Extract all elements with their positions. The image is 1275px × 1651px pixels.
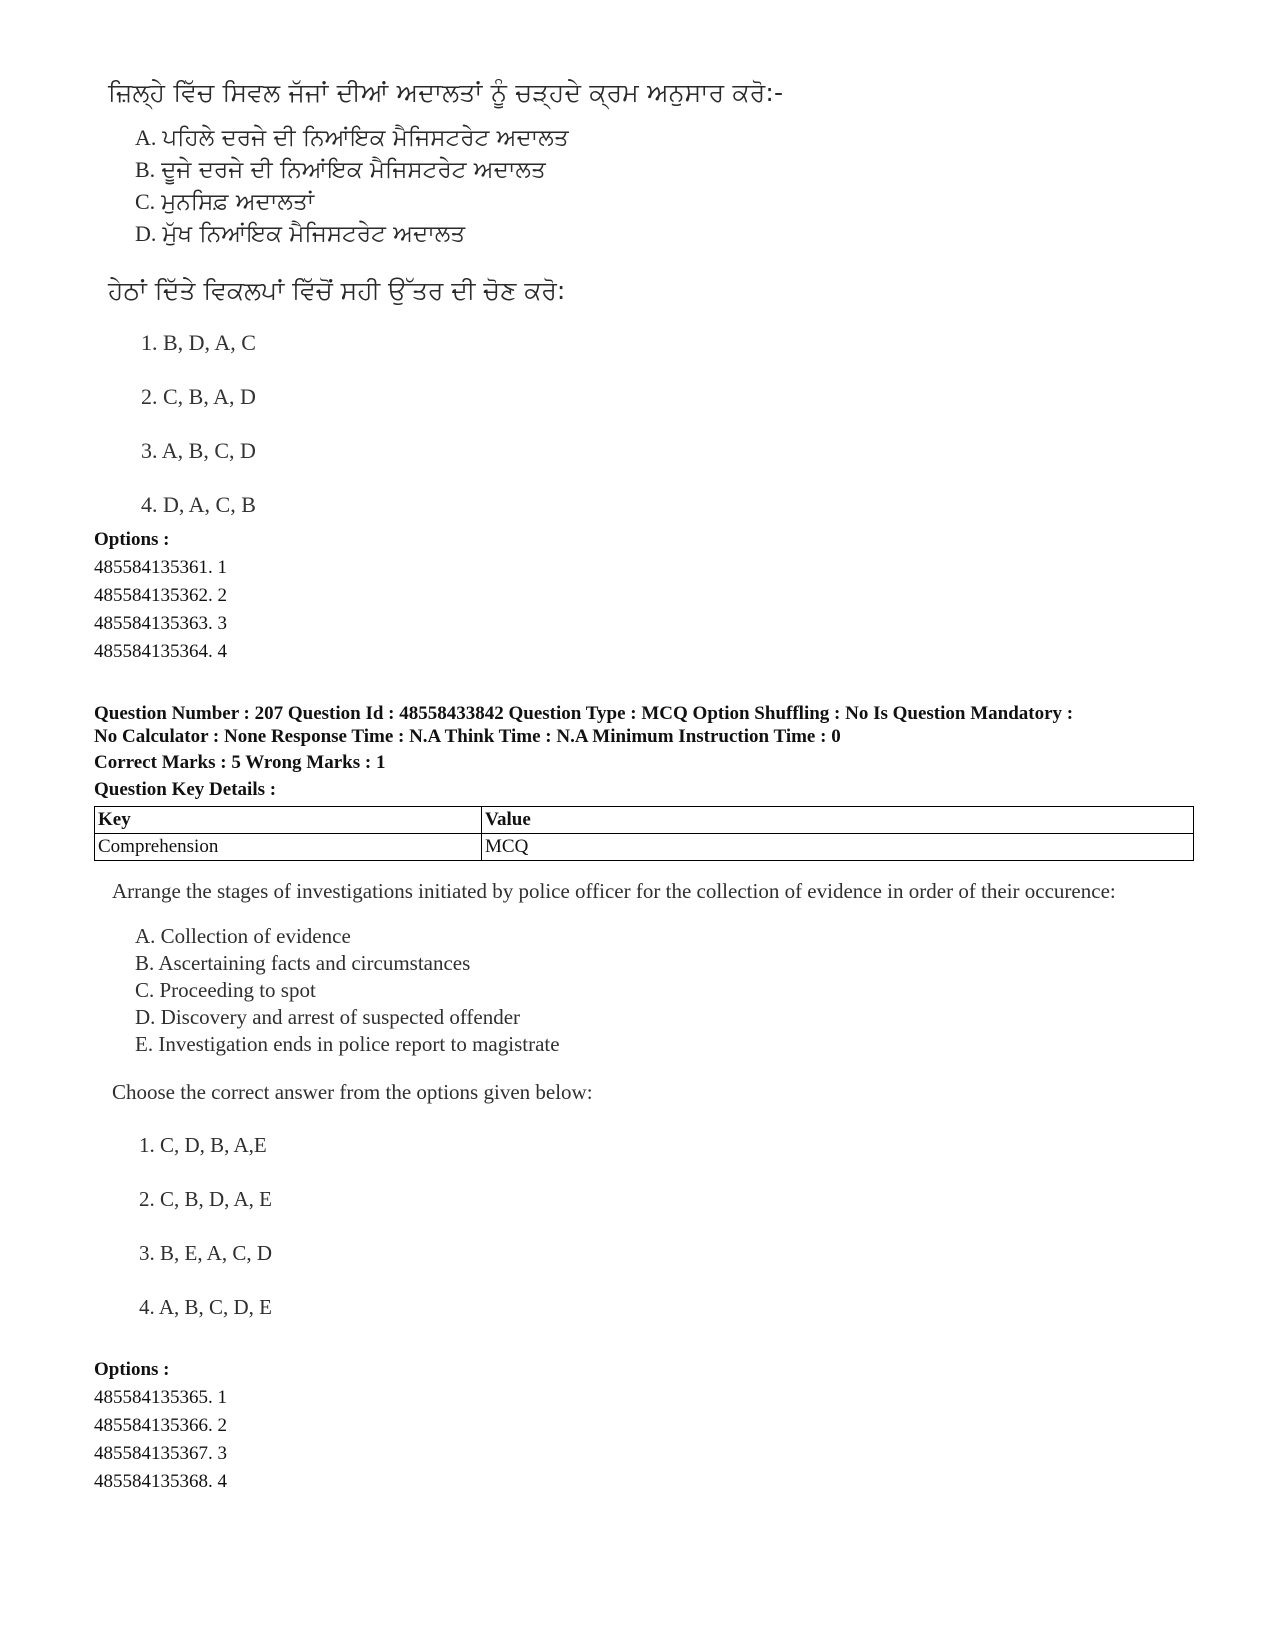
answer-choice: 2. C, B, D, A, E xyxy=(139,1187,273,1211)
question-206-statements xyxy=(108,122,783,250)
statement: D. Discovery and arrest of suspected offender xyxy=(135,1005,521,1029)
question-206-title: ਜ਼ਿਲ੍ਹੇ ਵਿੱਚ ਸਿਵਲ ਜੱਜਾਂ ਦੀਆਂ ਅਦਾਲਤਾਂ ਨੂੰ ਚੜ੍ਹਦੇ ਕ੍ਰਮ ਅਨੁਸਾਰ ਕਰੋ:- xyxy=(108,78,784,107)
question-meta-line: No Calculator : None Response Time : N.A Think Time : N.A Minimum Instruction Time : 0 xyxy=(94,726,841,747)
question-207-marks: Correct Marks : 5 Wrong Marks : 1 xyxy=(94,752,386,773)
statement-b: B. ਦੂਜੇ ਦਰਜੇ ਦੀ ਨਿਆਂਇਕ ਮੈਜਿਸਟਰੇਟ ਅਦਾਲਤ xyxy=(135,157,546,183)
statement: C. Proceeding to spot xyxy=(135,978,316,1002)
question-key-details-label: Question Key Details : xyxy=(94,779,277,800)
table-cell: Comprehension xyxy=(95,834,482,861)
option-id: 485584135366. 2 xyxy=(94,1415,227,1436)
question-207-instruction: Choose the correct answer from the options given below: xyxy=(112,1080,593,1104)
statement: A. Collection of evidence xyxy=(135,924,351,948)
options-label: Options : xyxy=(94,529,170,550)
statement: B. Ascertaining facts and circumstances xyxy=(135,951,471,975)
question-key-table xyxy=(94,806,1194,861)
question-207-header xyxy=(94,702,1204,748)
statement-a: A. ਪਹਿਲੇ ਦਰਜੇ ਦੀ ਨਿਆਂਇਕ ਮੈਜਿਸਟਰੇਟ ਅਦਾਲਤ xyxy=(135,125,569,151)
options-label: Options : xyxy=(94,1359,170,1380)
answer-choice: 4. A, B, C, D, E xyxy=(139,1295,273,1319)
answer-choice: 3. B, E, A, C, D xyxy=(139,1241,273,1265)
answer-choice: 1. B, D, A, C xyxy=(141,330,256,355)
question-207-image xyxy=(112,877,1132,1349)
question-207-options xyxy=(94,1356,227,1496)
option-id: 485584135361. 1 xyxy=(94,557,227,578)
statement-d: D. ਮੁੱਖ ਨਿਆਂਇਕ ਮੈਜਿਸਟਰੇਟ ਅਦਾਲਤ xyxy=(135,221,466,247)
question-207-statements xyxy=(112,923,1132,1058)
question-206-instruction: ਹੇਠਾਂ ਦਿੱਤੇ ਵਿਕਲਪਾਂ ਵਿੱਚੋਂ ਸਹੀ ਉੱਤਰ ਦੀ ਚੋਣ ਕਰੋ: xyxy=(108,276,566,305)
statement-c: C. ਮੁਨਸਿਫ਼ ਅਦਾਲਤਾਂ xyxy=(135,189,315,215)
option-id: 485584135362. 2 xyxy=(94,585,227,606)
question-206-answer-choices xyxy=(108,328,783,544)
option-id: 485584135368. 4 xyxy=(94,1471,227,1492)
answer-choice: 1. C, D, B, A,E xyxy=(139,1133,267,1157)
table-cell: MCQ xyxy=(482,834,1194,861)
question-206-image xyxy=(108,78,783,544)
table-header-row xyxy=(95,807,1194,834)
table-header-value: Value xyxy=(482,807,1194,834)
answer-choice: 4. D, A, C, B xyxy=(141,492,256,517)
table-row xyxy=(95,834,1194,861)
question-meta-line: Question Number : 207 Question Id : 48558433842 Question Type : MCQ Option Shuffling : No Is Question Mandatory : xyxy=(94,703,1074,724)
answer-choice: 3. A, B, C, D xyxy=(141,438,256,463)
question-207-answer-choices xyxy=(112,1133,1132,1349)
option-id: 485584135364. 4 xyxy=(94,641,227,662)
option-id: 485584135365. 1 xyxy=(94,1387,227,1408)
option-id: 485584135363. 3 xyxy=(94,613,227,634)
answer-choice: 2. C, B, A, D xyxy=(141,384,256,409)
statement: E. Investigation ends in police report to magistrate xyxy=(135,1032,560,1056)
question-207-stem: Arrange the stages of investigations initiated by police officer for the collection of evidence in order of their occurence: xyxy=(112,879,1116,903)
option-id: 485584135367. 3 xyxy=(94,1443,227,1464)
table-header-key: Key xyxy=(95,807,482,834)
question-206-options xyxy=(94,526,227,666)
